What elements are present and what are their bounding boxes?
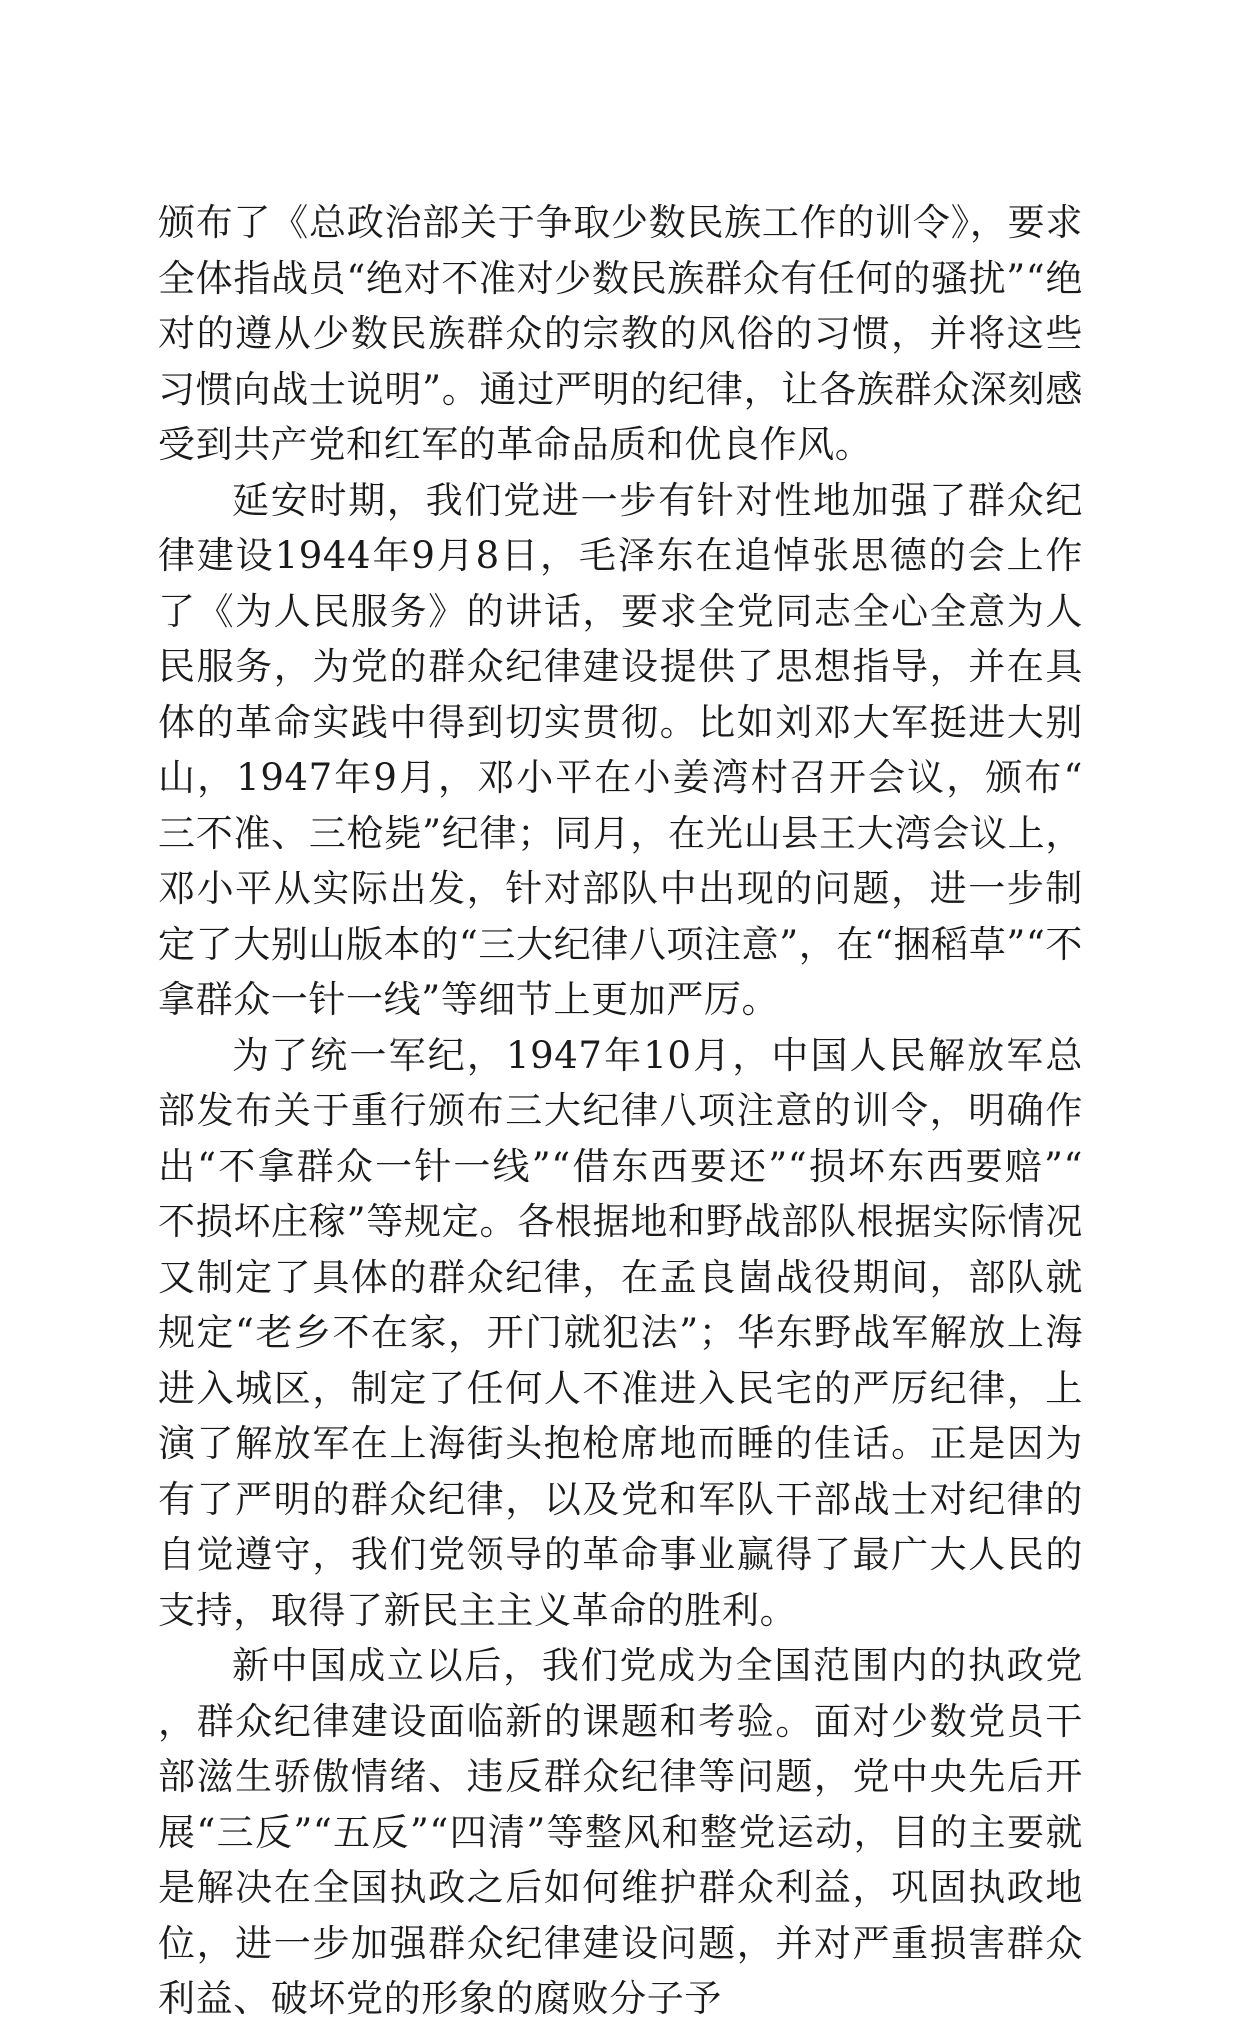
paragraph-1: 颁布了《总政治部关于争取少数民族工作的训令》，要求全体指战员“绝对不准对少数民族群众有任何的骚扰”“绝对的遵从少数民族群众的宗教的风俗的习惯，并将这些习惯向战士说明”。通过严明的纪律，让各族群众深刻感受到共产党和红军的革命品质和优良作风。 (158, 201, 1083, 466)
body-text (158, 195, 1083, 2027)
paragraph-2: 延安时期，我们党进一步有针对性地加强了群众纪律建设1944年9月8日，毛泽东在追悼张思德的会上作了《为人民服务》的讲话，要求全党同志全心全意为人民服务，为党的群众纪律建设提供了思想指导，并在具体的革命实践中得到切实贯彻。比如刘邓大军挺进大别山，1947年9月，邓小平在小姜湾村召开会议，颁布“三不准、三枪毙”纪律；同月，在光山县王大湾会议上，邓小平从实际出发，针对部队中出现的问题，进一步制定了大别山版本的“三大纪律八项注意”，在“捆稻草”“不拿群众一针一线”等细节上更加严厉。 (158, 478, 1083, 1021)
paragraph-3: 为了统一军纪，1947年10月，中国人民解放军总部发布关于重行颁布三大纪律八项注意的训令，明确作出“不拿群众一针一线”“借东西要还”“损坏东西要赔”“不损坏庄稼”等规定。各根据地和野战部队根据实际情况又制定了具体的群众纪律，在孟良崮战役期间，部队就规定“老乡不在家，开门就犯法”；华东野战军解放上海进入城区，制定了任何人不准进入民宅的严厉纪律，上演了解放军在上海街头抱枪席地而睡的佳话。正是因为有了严明的群众纪律，以及党和军队干部战士对纪律的自觉遵守，我们党领导的革命事业赢得了最广大人民的支持，取得了新民主主义革命的胜利。 (158, 1033, 1083, 1632)
paragraph-4: 新中国成立以后，我们党成为全国范围内的执政党，群众纪律建设面临新的课题和考验。面对少数党员干部滋生骄傲情绪、违反群众纪律等问题，党中央先后开展“三反”“五反”“四清”等整风和整党运动，目的主要就是解决在全国执政之后如何维护群众利益，巩固执政地位，进一步加强群众纪律建设问题，并对严重损害群众利益、破坏党的形象的腐败分子予 (158, 1644, 1083, 2020)
